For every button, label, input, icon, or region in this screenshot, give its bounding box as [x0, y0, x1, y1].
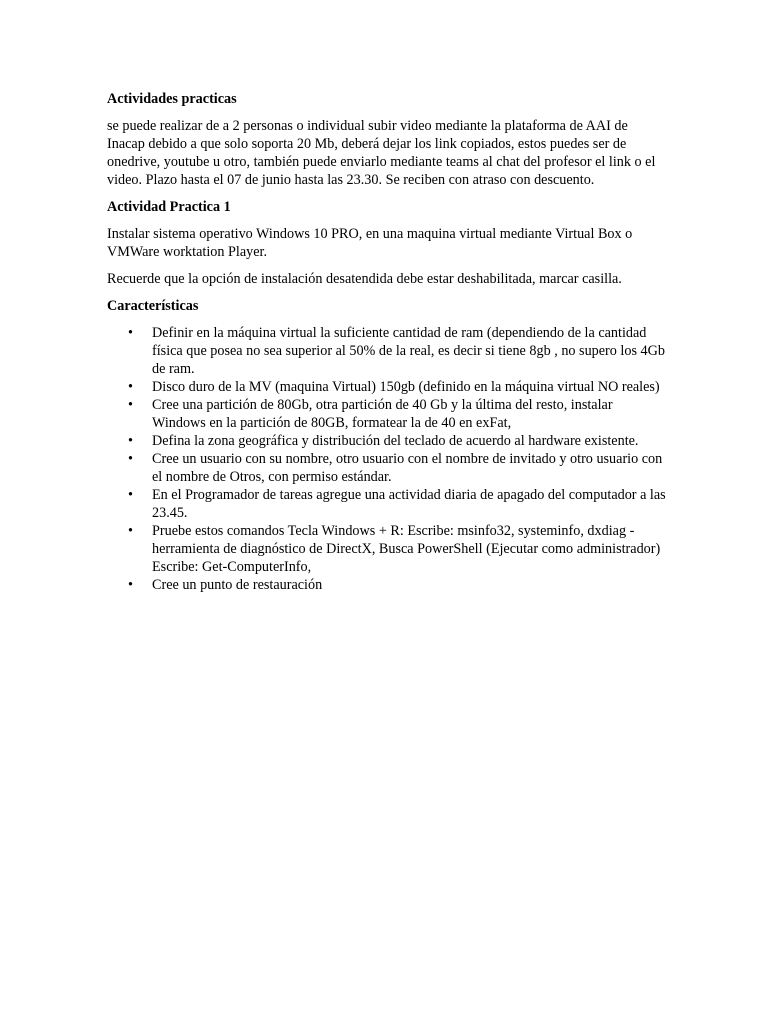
- bullet-icon: •: [128, 487, 133, 503]
- list-item: [107, 450, 667, 486]
- reminder-paragraph: Recuerde que la opción de instalación desatendida debe estar deshabilitada, marcar casilla.: [107, 271, 622, 287]
- bullet-icon: •: [128, 451, 133, 467]
- bullet-icon: •: [128, 523, 133, 539]
- list-item: [107, 324, 667, 378]
- list-item: [107, 378, 667, 396]
- list-item-text: Disco duro de la MV (maquina Virtual) 150gb (definido en la máquina virtual NO reales): [152, 379, 660, 395]
- list-item: [107, 396, 667, 432]
- list-item-text: Cree un usuario con su nombre, otro usuario con el nombre de invitado y otro usuario con el nombre de Otros, con permiso estándar.: [152, 451, 663, 485]
- practice-paragraph: Instalar sistema operativo Windows 10 PRO, en una maquina virtual mediante Virtual Box o VMWare worktation Player.: [107, 226, 633, 260]
- bullet-icon: •: [128, 397, 133, 413]
- features-list: [107, 324, 667, 594]
- features-heading: Características: [107, 298, 199, 314]
- practice-heading: Actividad Practica 1: [107, 199, 231, 215]
- list-item-text: Pruebe estos comandos Tecla Windows + R: Escribe: msinfo32, systeminfo, dxdiag - herramienta de diagnóstico de DirectX, Busca PowerShell (Ejecutar como administrador) Escribe: Get-ComputerInfo,: [152, 523, 661, 575]
- list-item-text: Defina la zona geográfica y distribución del teclado de acuerdo al hardware existente.: [152, 433, 639, 449]
- list-item-text: Cree una partición de 80Gb, otra partición de 40 Gb y la última del resto, instalar Windows en la partición de 80GB, formatear la de 40 en exFat,: [152, 397, 613, 431]
- activities-heading: Actividades practicas: [107, 91, 237, 107]
- bullet-icon: •: [128, 379, 133, 395]
- list-item-text: Cree un punto de restauración: [152, 577, 323, 593]
- list-item: [107, 486, 667, 522]
- bullet-icon: •: [128, 577, 133, 593]
- list-item: [107, 432, 667, 450]
- bullet-icon: •: [128, 325, 133, 341]
- list-item: [107, 576, 667, 594]
- activities-paragraph: se puede realizar de a 2 personas o individual subir video mediante la plataforma de AAI de Inacap debido a que solo soporta 20 Mb, deberá dejar los link copiados, estos puedes ser de onedrive, youtube u otro, también puede enviarlo mediante teams al chat del profesor el link o el video. Plazo hasta el 07 de junio hasta las 23.30. Se reciben con atraso con descuento.: [107, 118, 656, 188]
- list-item: [107, 522, 667, 576]
- document-page: [107, 90, 667, 594]
- list-item-text: Definir en la máquina virtual la suficiente cantidad de ram (dependiendo de la cantidad física que posea no sea superior al 50% de la real, es decir si tiene 8gb , no supero los 4Gb de ram.: [152, 325, 665, 377]
- list-item-text: En el Programador de tareas agregue una actividad diaria de apagado del computador a las 23.45.: [152, 487, 666, 521]
- bullet-icon: •: [128, 433, 133, 449]
